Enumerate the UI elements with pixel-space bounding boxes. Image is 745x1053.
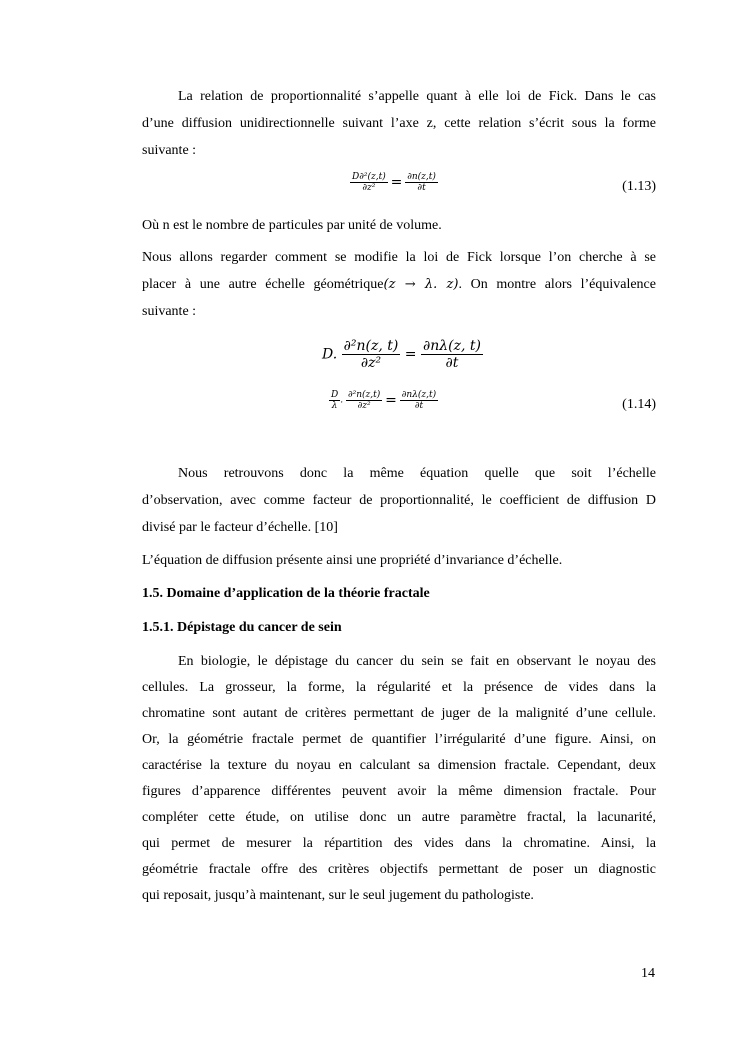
para4-line3: divisé par le facteur d’échelle. [10] (142, 520, 338, 535)
eqbig-lhs-num: ∂²n(z, t) (343, 338, 399, 354)
para2: Où n est le nombre de particules par unité de volume. (142, 218, 442, 233)
eq114-label: (1.14) (622, 397, 656, 412)
para6-line: caractérise la texture du noyau en calculant sa dimension fractale. Cependant, deux (142, 758, 656, 773)
para1-line1: La relation de proportionnalité s’appelle quant à elle loi de Fick. Dans le cas (178, 89, 656, 104)
para4-line1: Nous retrouvons donc la même équation quelle que soit l’échelle (178, 466, 656, 481)
eq113-lhs-num: D∂²(z,t) (352, 172, 386, 182)
para3-line1: Nous allons regarder comment se modifie la loi de Fick lorsque l’on cherche à se (142, 250, 656, 265)
para3-line3: suivante : (142, 304, 197, 319)
para3-line2-math: (z → λ. z) (383, 277, 459, 292)
para6-line: En biologie, le dépistage du cancer du sein se fait en observant le noyau des (178, 654, 656, 669)
eq114-rhs-num: ∂nλ(z,t) (401, 390, 437, 400)
equation-big (322, 338, 483, 371)
eqbig-prefix: D. (322, 346, 338, 363)
eqbig-rhs-den: ∂t (421, 354, 483, 371)
eq114-lhs-num: ∂²n(z,t) (347, 390, 381, 400)
para4-line2: d’observation, avec comme facteur de proportionnalité, le coefficient de diffusion D (142, 493, 656, 508)
eqbig-equals: = (404, 346, 417, 363)
eq114-lhs-den: ∂z² (346, 400, 382, 411)
para5: L’équation de diffusion présente ainsi une propriété d’invariance d’échelle. (142, 553, 563, 568)
eqbig-lhs (342, 338, 401, 371)
page-number: 14 (641, 966, 655, 981)
para6-line: cellules. La grosseur, la forme, la régularité et la présence de vides dans la (142, 680, 656, 695)
para3-line2-a: placer à une autre échelle géométrique (142, 277, 384, 292)
eq114-lhs (346, 390, 382, 411)
para3-line2 (142, 277, 656, 293)
eqbig-rhs (421, 338, 483, 371)
eq114-d-num: D (331, 390, 339, 400)
eq113-rhs-num: ∂n(z,t) (407, 172, 436, 182)
eq114-rhs (400, 390, 438, 411)
eq113-rhs (405, 172, 438, 193)
para6-line: géométrie fractale offre des critères objectifs permettant de poser un diagnostic (142, 862, 656, 877)
eq114-dot: . (340, 395, 344, 406)
eq113-lhs (350, 172, 388, 193)
eq113-rhs-den: ∂t (405, 182, 438, 193)
eqbig-lhs-den: ∂z² (342, 354, 401, 371)
para3-line2-b: . On montre alors l’équivalence (458, 277, 656, 292)
para6-last-line: qui reposait, jusqu’à maintenant, sur le seul jugement du pathologiste. (142, 888, 534, 903)
equation-1-13 (350, 172, 438, 193)
eq114-rhs-den: ∂t (400, 400, 438, 411)
eqbig-rhs-num: ∂nλ(z, t) (422, 338, 481, 354)
eq114-d (329, 390, 340, 411)
para6-line: compléter cette étude, on utilise donc un autre paramètre fractal, la lacunarité, (142, 810, 656, 825)
para6-line: qui permet de mesurer la répartition des vides dans la chromatine. Ainsi, la (142, 836, 656, 851)
eq113-label: (1.13) (622, 179, 656, 194)
eq114-d-den: λ (329, 400, 340, 411)
eq113-equals: = (390, 174, 403, 191)
para1-line3: suivante : (142, 143, 197, 158)
eq114-equals: = (385, 392, 397, 409)
para6-line: figures d’apparence différentes peuvent avoir la même dimension fractale. Pour (142, 784, 656, 799)
para6-line: chromatine sont autant de critères permettant de juger de la malignité d’une cellule. (142, 706, 656, 721)
section-heading-1-5: 1.5. Domaine d’application de la théorie fractale (142, 586, 430, 601)
para1-line2: d’une diffusion unidirectionnelle suivant l’axe z, cette relation s’écrit sous la forme (142, 116, 656, 131)
para6-line: Or, la géométrie fractale permet de quantifier l’irrégularité d’une figure. Ainsi, on (142, 732, 656, 747)
equation-1-14 (329, 390, 438, 411)
subsection-heading-1-5-1: 1.5.1. Dépistage du cancer de sein (142, 620, 342, 635)
eq113-lhs-den: ∂z² (350, 182, 388, 193)
